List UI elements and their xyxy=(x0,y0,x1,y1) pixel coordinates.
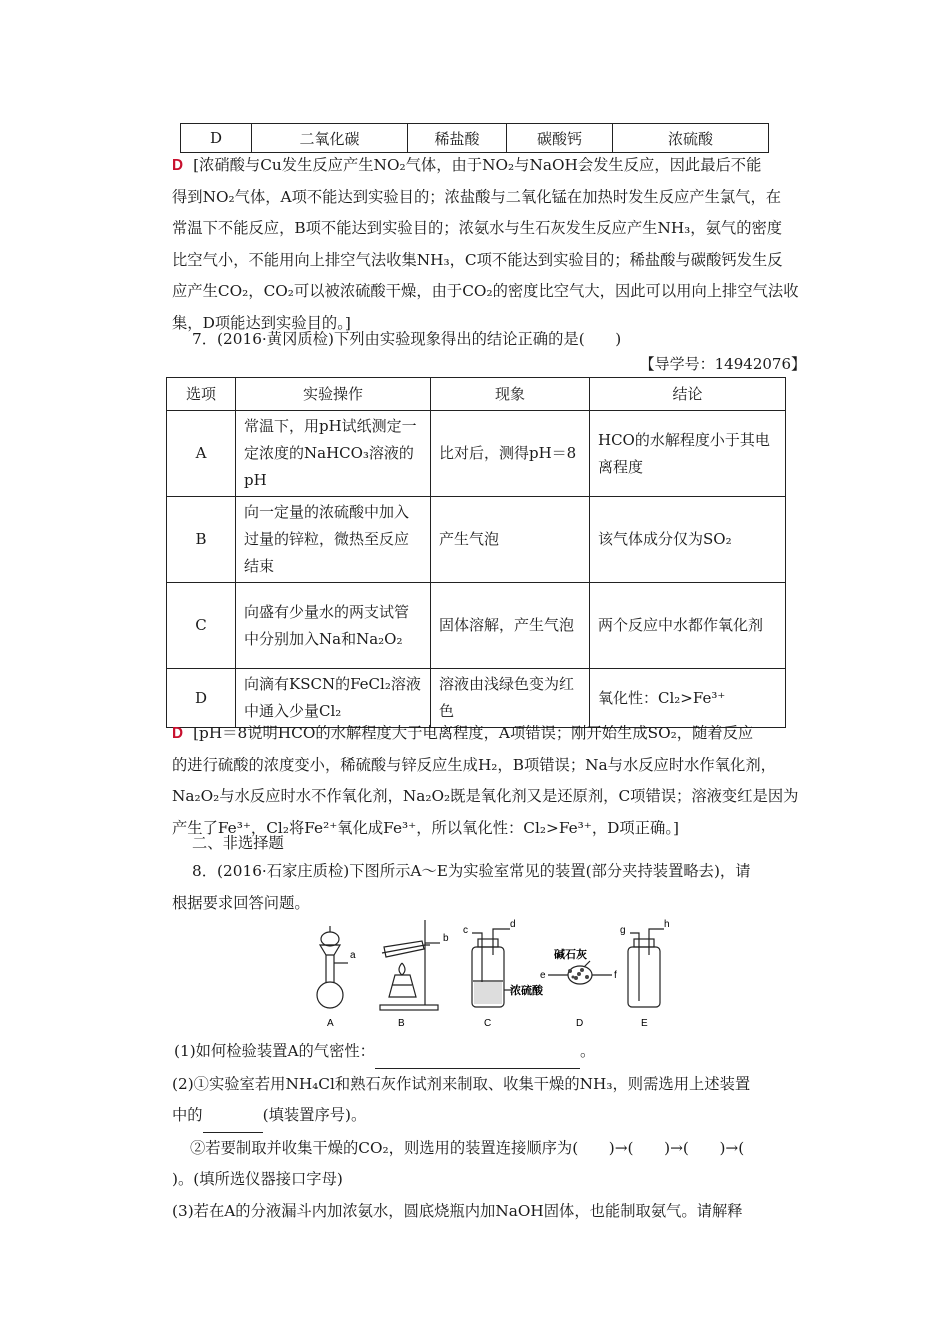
header-operation: 实验操作 xyxy=(236,378,431,411)
q8-stem: 8．(2016·石家庄质检)下图所示A～E为实验室常见的装置(部分夹持装置略去)，请 根据要求回答问题。 xyxy=(172,862,751,912)
q8-subquestions: (1)如何检验装置A的气密性： 。 (2)①实验室若用NH₄Cl和熟石灰作试剂来制取、收集干燥的NH₃，则需选用上述装置 中的 (填装置序号)。 ②若要制取并收集干燥的CO₂，则选用的装置连接顺序为( )→( )→( )→( )。(填所选仪器接口字母) (3)若在A的分液漏斗内加浓氨水，圆底烧瓶内加NaOH固体，也能制取氨气。请解释 xyxy=(172,1036,808,1227)
answer6-explanation: D [浓硝酸与Cu发生反应产生NO₂气体，由于NO₂与NaOH会发生反应，因此最后不能 得到NO₂气体，A项不能达到实验目的；浓盐酸与二氧化锰在加热时发生反应产生氯气，在 常温下不能反应，B项不能达到实验目的；浓氨水与生石灰发生反应产生NH₃，氨气的密度 比空气小，不能用向上排空气法收集NH₃，C项不能达到实验目的；稀盐酸与碳酸钙发生反 应产生CO₂，CO₂可以被浓硫酸干燥，由于CO₂的密度比空气大，因此可以用向上排空气法收 集，D项能达到实验目的。] xyxy=(172,156,799,332)
q7-stem: 7．(2016·黄冈质检)下列由实验现象得出的结论正确的是( ) xyxy=(192,330,622,348)
apparatus-a xyxy=(317,926,348,1008)
label-c: C xyxy=(484,1018,492,1029)
table-row: D 向滴有KSCN的FeCl₂溶液中通入少量Cl₂ 溶液由浅绿色变为红色 氧化性：Cl₂>Fe³⁺ xyxy=(167,669,786,728)
svg-text:f: f xyxy=(614,970,617,981)
cell-gas: 二氧化碳 xyxy=(252,124,408,153)
header-phenomenon: 现象 xyxy=(431,378,590,411)
cell-reagent-c: 浓硫酸 xyxy=(613,124,769,153)
svg-text:g: g xyxy=(620,925,626,936)
svg-text:e: e xyxy=(540,970,546,981)
answer7-letter: D xyxy=(172,725,184,742)
option-table-q6 xyxy=(180,123,769,153)
header-option: 选项 xyxy=(167,378,236,411)
table-row: A 常温下，用pH试纸测定一定浓度的NaHCO₃溶液的pH 比对后，测得pH＝8 HCO的水解程度小于其电离程度 xyxy=(167,411,786,497)
label-b: B xyxy=(398,1018,405,1029)
svg-text:b: b xyxy=(443,933,449,944)
label-d: D xyxy=(576,1018,584,1029)
apparatus-e xyxy=(628,929,664,1007)
table-row: B 向一定量的浓硫酸中加入过量的锌粒，微热至反应结束 产生气泡 该气体成分仅为SO₂ xyxy=(167,497,786,583)
section-heading: 二、非选择题 xyxy=(192,834,284,852)
label-a: A xyxy=(327,1018,334,1029)
label-soda-lime: 碱石灰 xyxy=(554,948,587,961)
answer-blank-2[interactable] xyxy=(203,1100,263,1133)
label-conc-sulfuric: 浓硫酸 xyxy=(510,984,543,997)
header-conclusion: 结论 xyxy=(590,378,786,411)
apparatus-b xyxy=(380,920,440,1010)
guide-number: 【导学号：14942076】 xyxy=(639,355,806,373)
svg-text:d: d xyxy=(510,919,516,930)
cell-reagent-b: 碳酸钙 xyxy=(507,124,613,153)
table-header-row xyxy=(167,378,786,411)
q7-table xyxy=(166,377,786,728)
table-row: C 向盛有少量水的两支试管中分别加入Na和Na₂O₂ 固体溶解，产生气泡 两个反应中水都作氧化剂 xyxy=(167,583,786,669)
cell-option: D xyxy=(181,124,252,153)
apparatus-figure xyxy=(300,915,680,1033)
label-e: E xyxy=(641,1018,648,1029)
table-row xyxy=(181,124,769,153)
svg-text:a: a xyxy=(350,950,356,961)
cell-reagent-a: 稀盐酸 xyxy=(408,124,507,153)
svg-text:c: c xyxy=(463,925,468,936)
answer7-explanation: D [pH＝8说明HCO的水解程度大于电离程度，A项错误；刚开始生成SO₂，随着反应 的进行硫酸的浓度变小，稀硫酸与锌反应生成H₂，B项错误；Na与水反应时水作氧化剂， Na₂O₂与水反应时水不作氧化剂，Na₂O₂既是氧化剂又是还原剂，C项错误；溶液变红是因为 产生了Fe³⁺，Cl₂将Fe²⁺氧化成Fe³⁺，所以氧化性：Cl₂>Fe³⁺，D项正确。] xyxy=(172,724,799,837)
answer-blank-1[interactable] xyxy=(375,1036,580,1069)
svg-text:h: h xyxy=(664,919,670,930)
answer6-letter: D xyxy=(172,157,184,174)
